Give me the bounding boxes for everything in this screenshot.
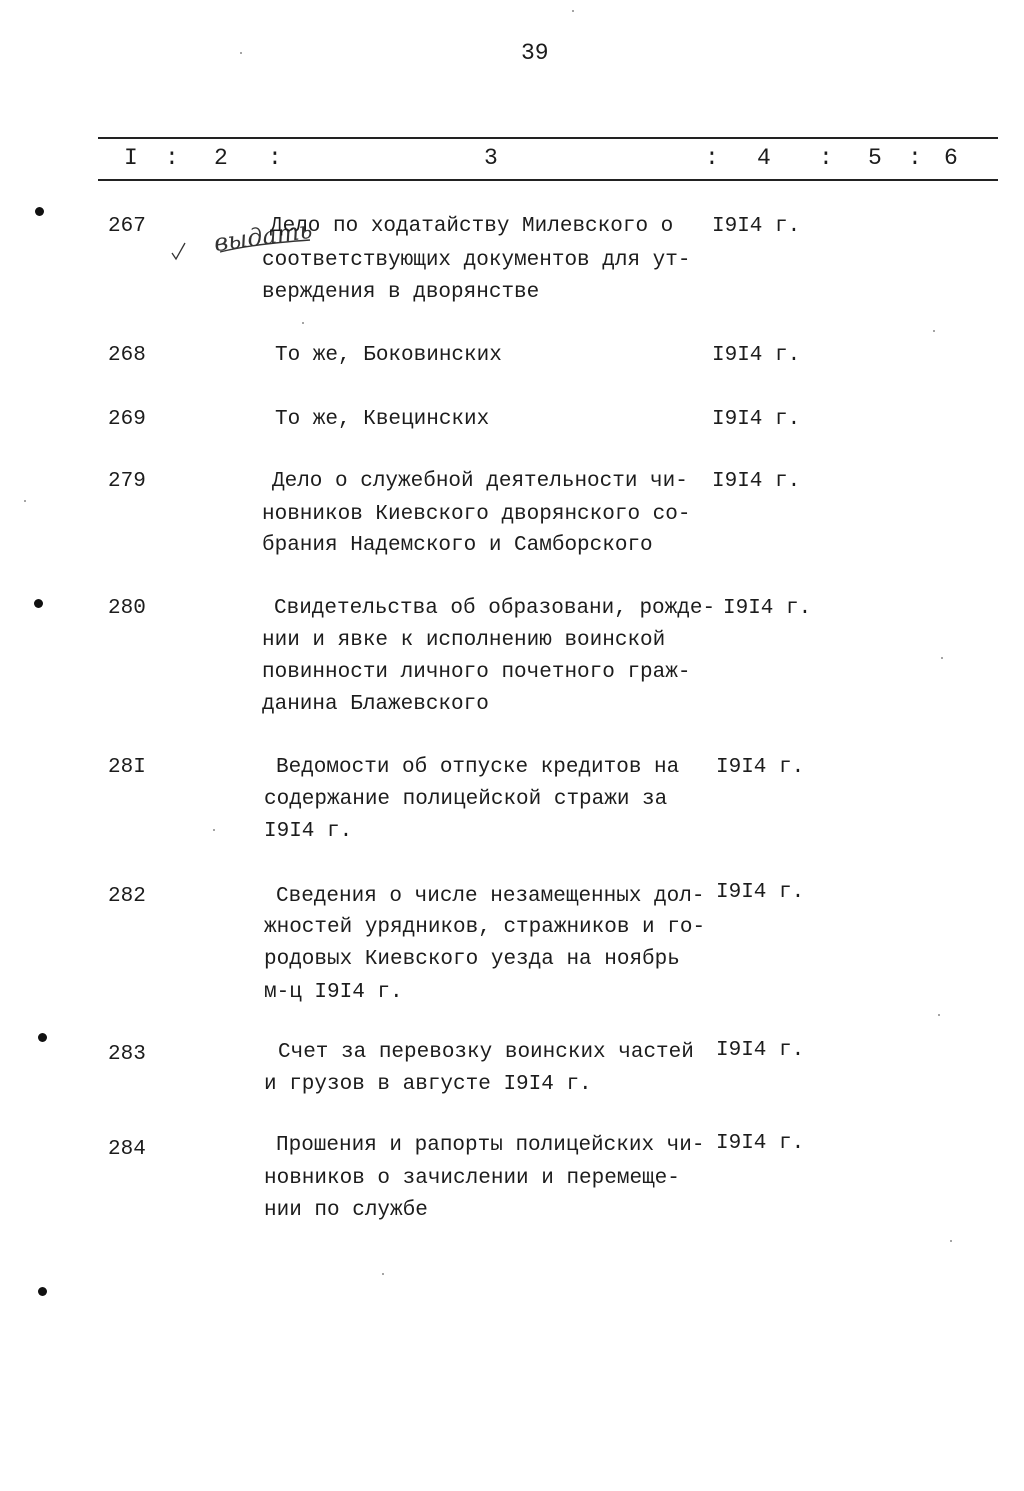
entry-text-line: Дело о служебной деятельности чи-	[272, 470, 688, 493]
column-header-1: I	[124, 145, 138, 171]
scan-speck	[240, 52, 242, 54]
scan-speck	[382, 1273, 384, 1275]
entry-text-line: Сведения о числе незамещенных дол-	[276, 885, 705, 908]
checkmark-icon	[170, 240, 188, 262]
binder-hole-mark	[38, 1287, 47, 1296]
column-header-6: 6	[944, 145, 958, 171]
entry-number: 279	[108, 470, 146, 493]
entry-text-line: Дело по ходатайству Милевского о	[270, 215, 674, 238]
entry-text-line: верждения в дворянстве	[262, 281, 540, 304]
scan-speck	[572, 10, 574, 12]
column-separator: :	[165, 145, 179, 171]
scan-speck	[950, 1240, 952, 1242]
entry-number: 284	[108, 1138, 146, 1161]
svg-text:выдать: выдать	[212, 215, 314, 258]
entry-number: 269	[108, 408, 146, 431]
entry-text-line: новников Киевского дворянского со-	[262, 503, 691, 526]
scan-speck	[24, 500, 26, 502]
binder-hole-mark	[34, 599, 43, 608]
column-separator: :	[705, 145, 719, 171]
entry-year: I9I4 г.	[716, 1039, 805, 1062]
entry-text-line: м-ц I9I4 г.	[264, 981, 403, 1004]
entry-text-line: данина Блажевского	[262, 693, 489, 716]
column-header-3: 3	[484, 145, 498, 171]
entry-number: 280	[108, 597, 146, 620]
entry-year: I9I4 г.	[716, 881, 805, 904]
scan-speck	[213, 829, 215, 831]
scan-speck	[302, 322, 304, 324]
entry-text-line: нии по службе	[264, 1199, 428, 1222]
entry-text-line: соответствующих документов для ут-	[262, 249, 691, 272]
entry-year: I9I4 г.	[712, 344, 801, 367]
entry-text-line: брания Надемского и Самборского	[262, 534, 653, 557]
entry-text-line: и грузов в августе I9I4 г.	[264, 1073, 592, 1096]
entry-text-line: Прошения и рапорты полицейских чи-	[276, 1134, 705, 1157]
header-rule-bottom	[98, 179, 998, 181]
entry-text-line: I9I4 г.	[264, 820, 353, 843]
entry-text-line: То же, Квецинских	[275, 408, 490, 431]
entry-number: 268	[108, 344, 146, 367]
entry-year: I9I4 г.	[716, 756, 805, 779]
header-rule-top	[98, 137, 998, 139]
entry-year: I9I4 г.	[712, 215, 801, 238]
entry-year: I9I4 г.	[723, 597, 812, 620]
entry-year: I9I4 г.	[712, 408, 801, 431]
column-header-4: 4	[757, 145, 771, 171]
entry-text-line: жностей урядников, стражников и го-	[264, 916, 706, 939]
entry-number: 283	[108, 1043, 146, 1066]
entry-number: 267	[108, 215, 146, 238]
entry-text-line: Счет за перевозку воинских частей	[278, 1041, 694, 1064]
column-separator: :	[908, 145, 922, 171]
column-separator: :	[268, 145, 282, 171]
scan-speck	[933, 330, 935, 332]
binder-hole-mark	[35, 207, 44, 216]
column-header-2: 2	[214, 145, 228, 171]
entry-number: 282	[108, 885, 146, 908]
entry-text-line: повинности личного почетного граж-	[262, 661, 691, 684]
scan-speck	[941, 657, 943, 659]
entry-text-line: новников о зачислении и перемеще-	[264, 1167, 680, 1190]
entry-text-line: Свидетельства об образовани, рожде-	[274, 597, 716, 620]
entry-text-line: нии и явке к исполнению воинской	[262, 629, 666, 652]
entry-text-line: родовых Киевского уезда на ноябрь	[264, 948, 680, 971]
scan-speck	[938, 1014, 940, 1016]
entry-year: I9I4 г.	[716, 1132, 805, 1155]
column-separator: :	[819, 145, 833, 171]
binder-hole-mark	[38, 1033, 47, 1042]
entry-number: 28I	[108, 756, 146, 779]
column-header-5: 5	[868, 145, 882, 171]
entry-year: I9I4 г.	[712, 470, 801, 493]
entry-text-line: То же, Боковинских	[275, 344, 502, 367]
entry-text-line: Ведомости об отпуске кредитов на	[276, 756, 680, 779]
entry-text-line: содержание полицейской стражи за	[264, 788, 668, 811]
page-number: 39	[521, 40, 549, 66]
